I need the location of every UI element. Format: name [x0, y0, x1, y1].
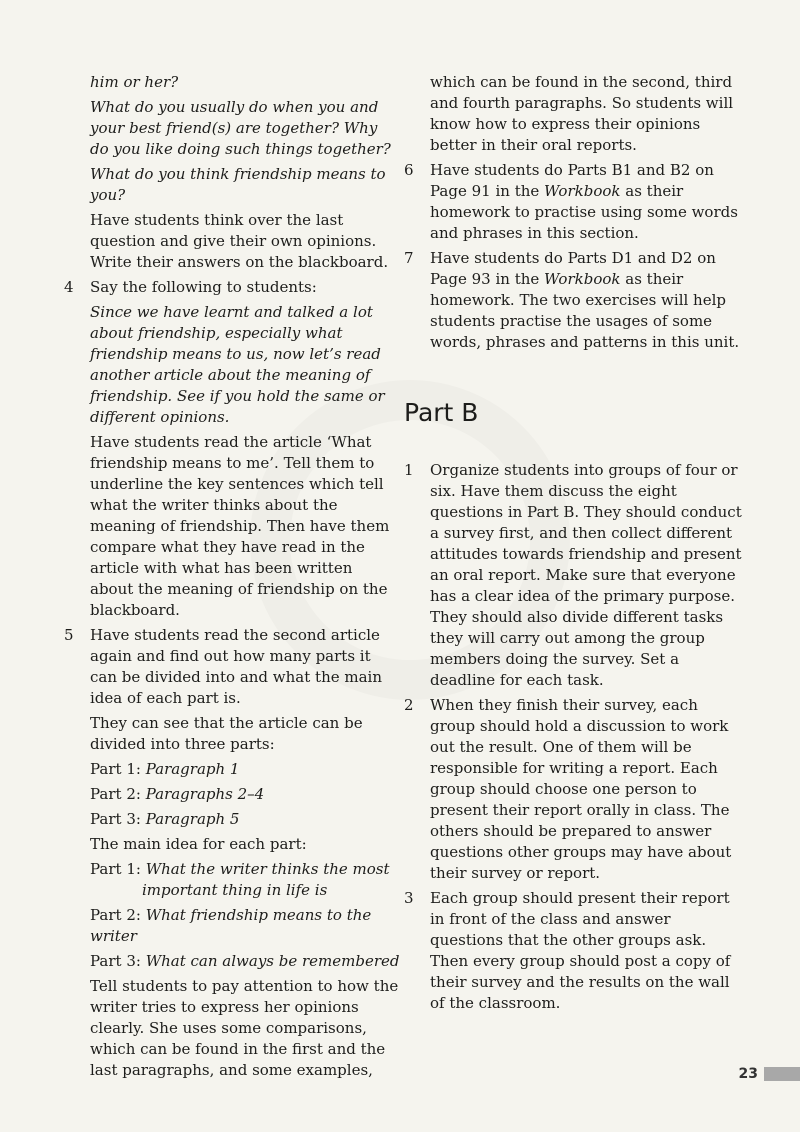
step-text: Organize students into groups of four or six. Have them discuss the eight questions in Part B. They should conduct a survey first, and then collect different attitudes towards friendship and present an oral report. Make sure that everyone has a clear idea of the primary purpose. They should also divide different tasks they will carry out among the group members doing the survey. Set a deadline for each task. — [430, 461, 742, 689]
step-5-closing-paragraph: Tell students to pay attention to how the writer tries to express her opinions clearly. She uses some comparisons, which can be found in the first and the last paragraphs, and some examples, — [90, 977, 399, 1079]
part-line-1: Part 1: Paragraph 1 — [90, 760, 240, 778]
page-number-bar — [764, 1067, 800, 1081]
part-b-step-1 — [404, 460, 744, 691]
right-column — [404, 72, 744, 1072]
step-4-quote: Since we have learnt and talked a lot about friendship, especially what friendship means to us, now let’s read another article about the meaning of friendship. See if you hold the same or different opinions. — [90, 303, 385, 426]
step-number: 1 — [404, 461, 414, 479]
workbook-title: Workbook — [544, 182, 621, 200]
workbook-title: Workbook — [544, 270, 621, 288]
page-number: 23 — [738, 1066, 758, 1082]
step-number: 4 — [64, 278, 74, 296]
step-number: 7 — [404, 249, 414, 267]
idea-line-2: Part 2: What friendship means to the writer — [90, 906, 372, 945]
step-5 — [64, 625, 400, 709]
step-number: 5 — [64, 626, 74, 644]
question-tail: him or her? — [90, 73, 179, 91]
step-text: When they finish their survey, each group should hold a discussion to work out the result. One of them will be responsible for writing a report. Each group should choose one person to present their report orally in class. The others should be prepared to answer questions other groups may have about their survey or report. — [430, 696, 732, 882]
step-number: 6 — [404, 161, 414, 179]
step-5-paragraph: They can see that the article can be divided into three parts: — [90, 714, 363, 753]
step-7: 7 Have students do Parts D1 and D2 on Page 93 in the Workbook as their homework. The two exercises will help students practise the usages of some words, phrases and patterns in this unit. — [404, 249, 740, 351]
step-text: Have students read the second article again and find out how many parts it can be divided into and what the main idea of each part is. — [90, 626, 382, 707]
part-line-2: Part 2: Paragraphs 2–4 — [90, 785, 265, 803]
step-number: 2 — [404, 696, 414, 714]
instruction-paragraph: Have students think over the last question and give their own opinions. Write their answers on the blackboard. — [90, 211, 389, 271]
page-number-footer — [739, 1064, 800, 1084]
left-column — [64, 72, 400, 1085]
part-line-3: Part 3: Paragraph 5 — [90, 810, 240, 828]
part-b-step-2 — [404, 695, 744, 884]
step-number: 3 — [404, 889, 414, 907]
section-heading: Part B — [404, 398, 479, 427]
part-b-section — [404, 460, 744, 1018]
continued-paragraph: which can be found in the second, third and fourth paragraphs. So students will know how to express their opinions better in their oral reports. — [430, 73, 734, 154]
step-text: Say the following to students: — [90, 278, 317, 296]
question-3: What do you think friendship means to you? — [90, 165, 386, 204]
step-6: 6 Have students do Parts B1 and B2 on Page 91 in the Workbook as their homework to practise using some words and phrases in this section. — [404, 161, 738, 242]
idea-line-1: Part 1: What the writer thinks the most important thing in life is — [90, 860, 390, 899]
question-2: What do you usually do when you and your best friend(s) are together? Why do you like doing such things together? — [90, 98, 391, 158]
step-4-paragraph: Have students read the article ‘What friendship means to me’. Tell them to underline the key sentences which tell what the writer thinks about the meaning of friendship. Then have them compare what they have read in the article with what has been written about the meaning of friendship on the blackboard. — [90, 433, 390, 619]
part-b-step-3 — [404, 888, 744, 1014]
idea-line-3: Part 3: What can always be remembered — [90, 952, 400, 970]
main-idea-heading: The main idea for each part: — [90, 835, 307, 853]
step-text: Each group should present their report in front of the class and answer questions that the other groups ask. Then every group should post a copy of their survey and the results on the wall of the classroom. — [430, 889, 731, 1012]
step-4 — [64, 277, 400, 298]
